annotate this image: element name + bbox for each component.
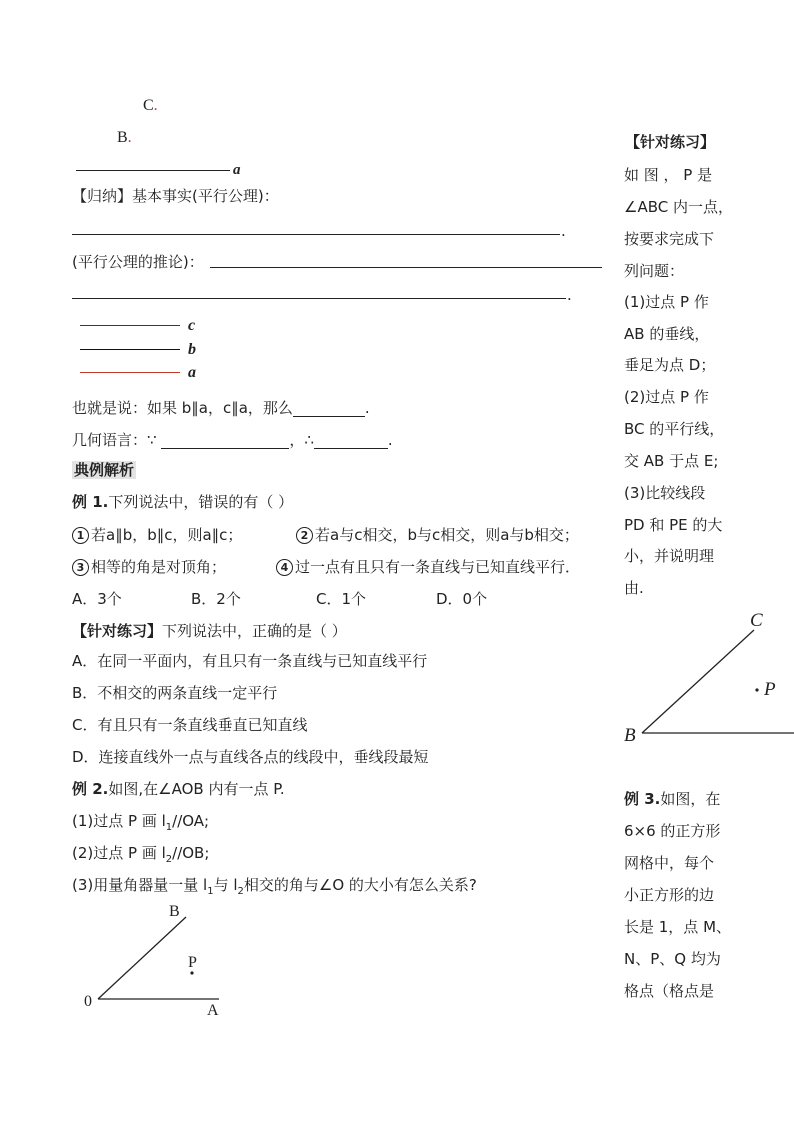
geometry-language-line: 几何语言：∵ ，∴ . bbox=[72, 431, 393, 449]
example3-line: 格点（格点是 bbox=[624, 982, 715, 1000]
right-line: 垂足为点 D； bbox=[624, 356, 716, 374]
example2-question: 例 2.如图,在∠AOB 内有一点 P. bbox=[72, 780, 285, 798]
point-c-label: C. bbox=[143, 97, 158, 114]
point-p-dot bbox=[755, 688, 758, 691]
right-line: ∠ABC 内一点， bbox=[624, 198, 733, 216]
corollary-label: (平行公理的推论)： bbox=[72, 253, 204, 271]
option-a[interactable]: A．3个 bbox=[72, 590, 122, 608]
right-line: (2)过点 P 作 bbox=[624, 388, 709, 406]
blank-because[interactable] bbox=[161, 434, 289, 449]
line-b bbox=[80, 349, 180, 350]
blank-conclusion[interactable] bbox=[293, 402, 365, 417]
blank-line-corollary[interactable] bbox=[210, 267, 602, 268]
period: . bbox=[567, 286, 572, 304]
right-line: 由. bbox=[624, 579, 644, 597]
example1-question: 例 1.下列说法中，错误的有（ ） bbox=[72, 493, 294, 511]
right-line: 如 图 ， P 是 bbox=[624, 166, 713, 184]
line-a-red-label: a bbox=[188, 364, 196, 381]
example3-line-1: 例 3.如图，在 bbox=[624, 790, 721, 808]
practice1-question: 【针对练习】下列说法中，正确的是（ ） bbox=[72, 622, 347, 640]
right-line: (1)过点 P 作 bbox=[624, 293, 709, 311]
right-line: (3)比较线段 bbox=[624, 484, 706, 502]
fig-label-b: B bbox=[624, 725, 636, 746]
blank-therefore[interactable] bbox=[314, 434, 388, 449]
fig-label-b: B bbox=[169, 903, 180, 920]
example3-line: 小正方形的边 bbox=[624, 886, 715, 904]
option-d[interactable]: D．0个 bbox=[436, 590, 488, 608]
fig-label-c: C bbox=[750, 610, 763, 631]
right-line: 交 AB 于点 E; bbox=[624, 452, 719, 470]
example3-line: 长是 1，点 M、 bbox=[624, 918, 732, 936]
right-line: 按要求完成下 bbox=[624, 230, 715, 248]
example2-q3: (3)用量角器量一量 $l_1$与 $l_2$相交的角与∠O 的大小有怎么关系? bbox=[72, 876, 477, 897]
practice1-option-c[interactable]: C．有且只有一条直线垂直已知直线 bbox=[72, 716, 308, 734]
line-a-red bbox=[80, 372, 180, 373]
practice1-option-d[interactable]: D．连接直线外一点与直线各点的线段中，垂线段最短 bbox=[72, 748, 429, 766]
fig-label-o: 0 bbox=[84, 993, 92, 1010]
statement-3: 3 相等的角是对顶角； bbox=[72, 558, 226, 576]
option-c[interactable]: C．1个 bbox=[316, 590, 367, 608]
point-c-dot: . bbox=[153, 97, 158, 114]
point-b-dot: . bbox=[127, 129, 132, 146]
example3-line: 网格中，每个 bbox=[624, 854, 715, 872]
right-line: BC 的平行线， bbox=[624, 420, 725, 438]
line-a bbox=[76, 170, 230, 171]
option-b[interactable]: B．2个 bbox=[191, 590, 241, 608]
fig-label-p: P bbox=[188, 954, 197, 971]
right-line: PD 和 PE 的大 bbox=[624, 516, 723, 534]
fig-label-a: A bbox=[207, 1002, 219, 1019]
statement-2: 2 若a与c相交，b与c相交，则a与b相交； bbox=[296, 526, 579, 544]
summary-title: 【归纳】基本事实(平行公理)： bbox=[72, 187, 279, 205]
line-b-label: b bbox=[188, 341, 196, 358]
example3-line: 6×6 的正方形 bbox=[624, 822, 721, 840]
section-title: 典例解析 bbox=[74, 461, 135, 479]
period: . bbox=[561, 222, 566, 240]
ray-bc bbox=[642, 630, 754, 733]
statement-4: 4 过一点有且只有一条直线与已知直线平行． bbox=[276, 558, 580, 576]
blank-line-axiom[interactable] bbox=[72, 234, 560, 235]
point-b-label: B. bbox=[117, 129, 132, 146]
right-line: AB 的垂线， bbox=[624, 325, 710, 343]
right-line: 小，并说明理 bbox=[624, 547, 715, 565]
example3-line: N、P、Q 均为 bbox=[624, 950, 721, 968]
that-is-line: 也就是说：如果 b∥a，c∥a，那么 . bbox=[72, 399, 370, 417]
example2-q1: (1)过点 P 画 $l_1//OA$; bbox=[72, 812, 210, 833]
ray-ob bbox=[98, 917, 186, 999]
practice1-option-a[interactable]: A．在同一平面内，有且只有一条直线与已知直线平行 bbox=[72, 652, 428, 670]
line-c-label: c bbox=[188, 317, 196, 334]
right-practice-title: 【针对练习】 bbox=[625, 133, 716, 151]
practice1-option-b[interactable]: B．不相交的两条直线一定平行 bbox=[72, 684, 278, 702]
blank-line-corollary-2[interactable] bbox=[72, 298, 566, 299]
line-c bbox=[80, 325, 180, 326]
example2-q2: (2)过点 P 画 $l_2//OB$; bbox=[72, 844, 210, 865]
line-a-label: a bbox=[233, 162, 241, 178]
right-line: 列问题： bbox=[624, 262, 685, 280]
fig-label-p: P bbox=[764, 679, 776, 700]
statement-1: 1 若a∥b，b∥c，则a∥c； bbox=[72, 526, 242, 544]
